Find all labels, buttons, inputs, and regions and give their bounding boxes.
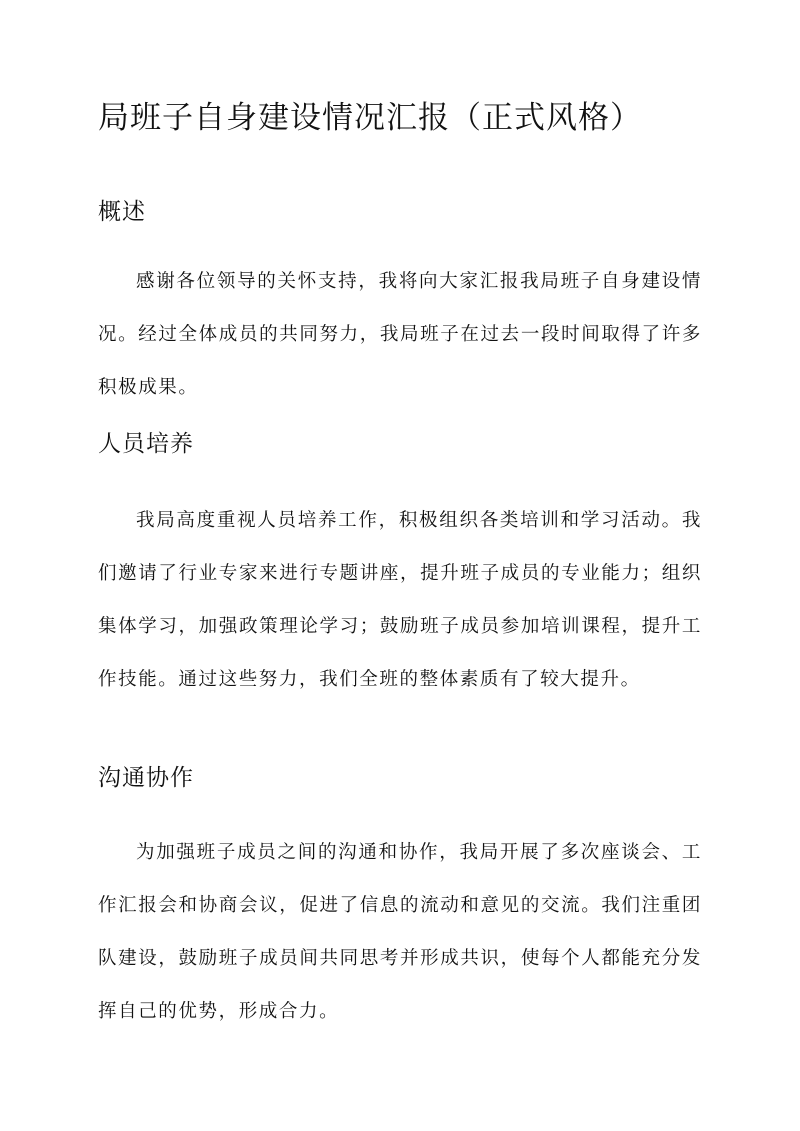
document-title: 局班子自身建设情况汇报（正式风格） [98,100,642,136]
section-heading-communication: 沟通协作 [98,765,194,791]
section-paragraph-communication: 为加强班子成员之间的沟通和协作，我局开展了多次座谈会、工作汇报会和协商会议，促进了信息的流动和意见的交流。我们注重团队建设，鼓励班子成员间共同思考并形成共识，使每个人都能充分发挥自己的优势，形成合力。 [98,842,702,1022]
section-paragraph-training: 我局高度重视人员培养工作，积极组织各类培训和学习活动。我们邀请了行业专家来进行专题讲座，提升班子成员的专业能力；组织集体学习，加强政策理论学习；鼓励班子成员参加培训课程，提升工作技能。通过这些努力，我们全班的整体素质有了较大提升。 [98,510,702,690]
section-paragraph-overview: 感谢各位领导的关怀支持，我将向大家汇报我局班子自身建设情况。经过全体成员的共同努力，我局班子在过去一段时间取得了许多积极成果。 [98,271,702,398]
section-heading-overview: 概述 [98,199,146,225]
section-heading-training: 人员培养 [98,431,194,457]
